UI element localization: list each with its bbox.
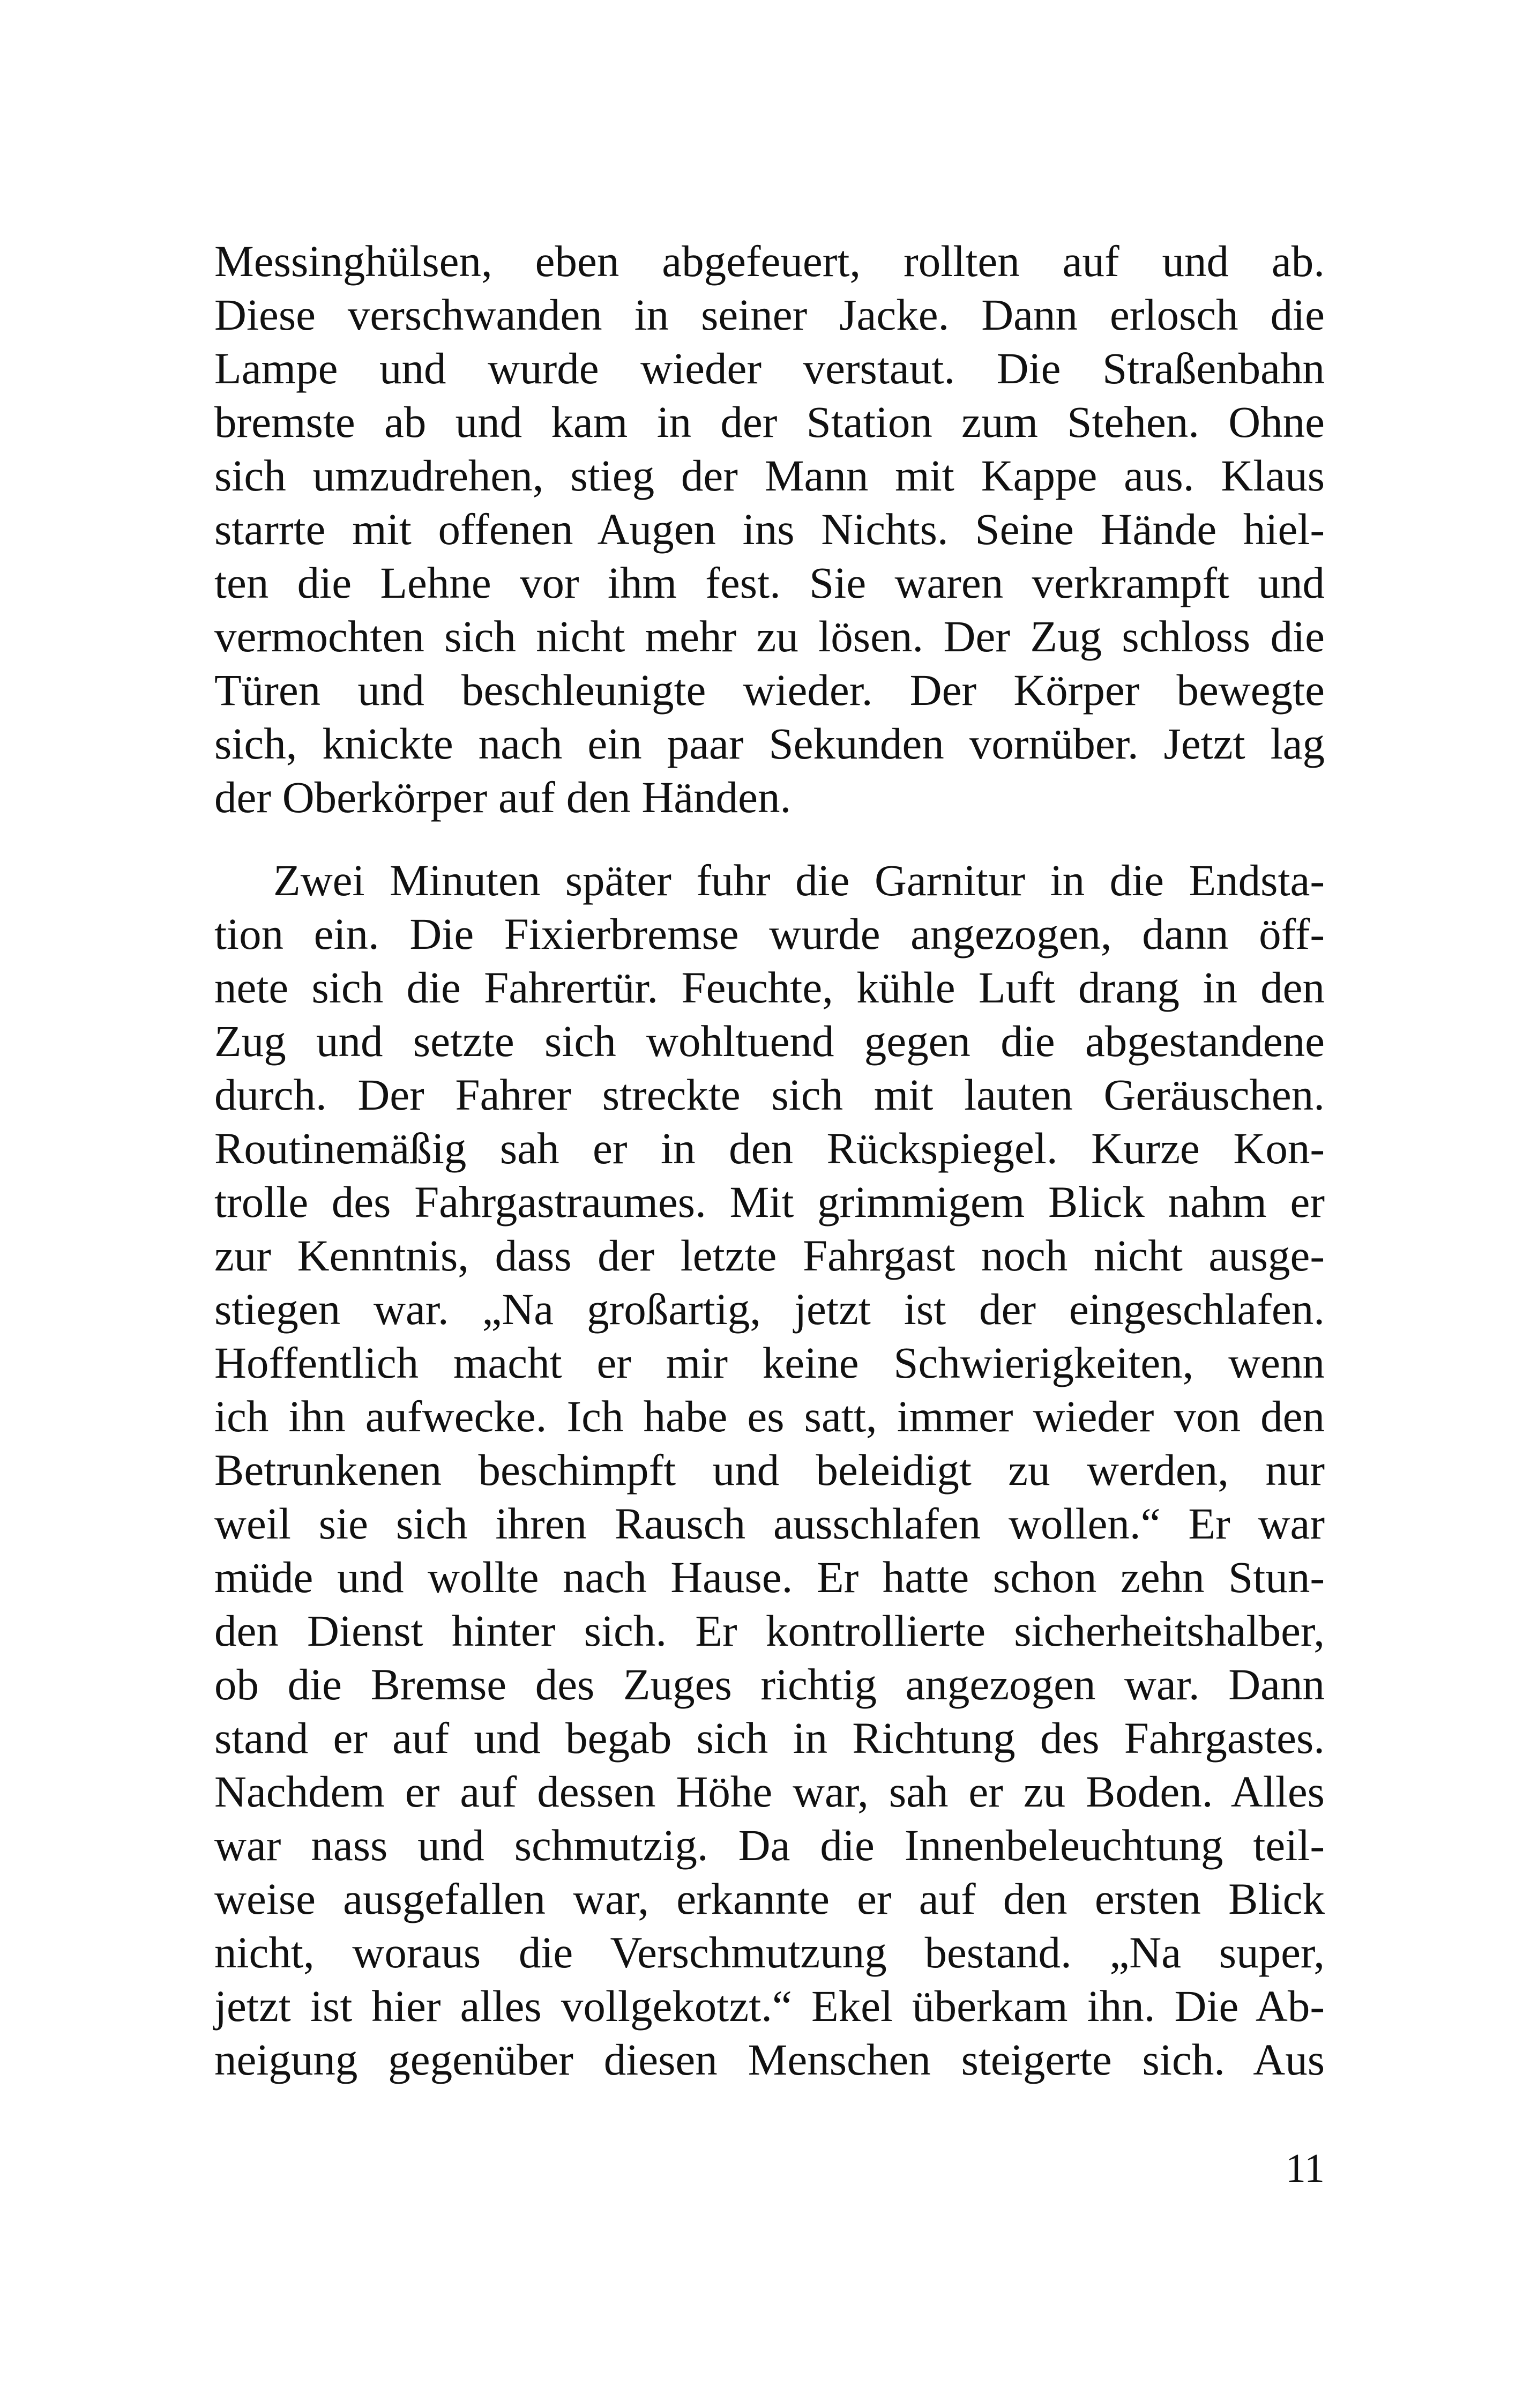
text-line: Zwei Minuten später fuhr die Garnitur in die Endsta- (273, 856, 1325, 905)
text-line: vermochten sich nicht mehr zu lösen. Der Zug schloss die (214, 612, 1325, 661)
paragraph-spacer (214, 824, 1325, 853)
text-line: Hoffentlich macht er mir keine Schwierigkeiten, wenn (214, 1338, 1325, 1387)
text-line: Nachdem er auf dessen Höhe war, sah er zu Boden. Alles (214, 1767, 1325, 1816)
paragraph-2 (214, 853, 1325, 2086)
text-line: müde und wollte nach Hause. Er hatte schon zehn Stun- (214, 1552, 1325, 1602)
text-line: sich umzudrehen, stieg der Mann mit Kappe aus. Klaus (214, 451, 1325, 500)
text-line: sich, knickte nach ein paar Sekunden vornüber. Jetzt lag (214, 719, 1325, 768)
text-line: ob die Bremse des Zuges richtig angezogen war. Dann (214, 1660, 1325, 1709)
text-line: trolle des Fahrgastraumes. Mit grimmigem Blick nahm er (214, 1177, 1325, 1227)
text-line: Diese verschwanden in seiner Jacke. Dann erlosch die (214, 290, 1325, 339)
text-line: tion ein. Die Fixierbremse wurde angezogen, dann öff- (214, 909, 1325, 958)
text-line: ich ihn aufwecke. Ich habe es satt, immer wieder von den (214, 1392, 1325, 1441)
text-line: ten die Lehne vor ihm fest. Sie waren verkrampft und (214, 558, 1325, 607)
body-text (214, 234, 1325, 2086)
text-line: Lampe und wurde wieder verstaut. Die Straßenbahn (214, 344, 1325, 393)
text-line: Routinemäßig sah er in den Rückspiegel. Kurze Kon- (214, 1124, 1325, 1173)
text-line: Zug und setzte sich wohltuend gegen die abgestandene (214, 1016, 1325, 1066)
text-line: jetzt ist hier alles vollgekotzt.“ Ekel überkam ihn. Die Ab- (214, 1981, 1325, 2031)
page-number: 11 (1285, 2146, 1325, 2191)
text-line: der Oberkörper auf den Händen. (214, 772, 792, 822)
text-line: nicht, woraus die Verschmutzung bestand. „Na super, (214, 1928, 1325, 1977)
text-line: Türen und beschleunigte wieder. Der Körper bewegte (214, 665, 1325, 715)
text-line: zur Kenntnis, dass der letzte Fahrgast noch nicht ausge- (214, 1231, 1325, 1280)
text-line: weise ausgefallen war, erkannte er auf den ersten Blick (214, 1874, 1325, 1923)
text-line: nete sich die Fahrertür. Feuchte, kühle Luft drang in den (214, 963, 1325, 1012)
text-line: stand er auf und begab sich in Richtung des Fahrgastes. (214, 1713, 1325, 1763)
text-line: stiegen war. „Na großartig, jetzt ist der eingeschlafen. (214, 1284, 1325, 1334)
text-line: war nass und schmutzig. Da die Innenbeleuchtung teil- (214, 1820, 1325, 1870)
text-line: starrte mit offenen Augen ins Nichts. Seine Hände hiel- (214, 504, 1325, 554)
text-line: neigung gegenüber diesen Menschen steigerte sich. Aus (214, 2035, 1325, 2084)
text-line: weil sie sich ihren Rausch ausschlafen wollen.“ Er war (214, 1499, 1325, 1548)
text-line: den Dienst hinter sich. Er kontrollierte sicherheitshalber, (214, 1606, 1325, 1655)
paragraph-1 (214, 234, 1325, 824)
text-line: durch. Der Fahrer streckte sich mit lauten Geräuschen. (214, 1070, 1325, 1119)
text-line: Betrunkenen beschimpft und beleidigt zu werden, nur (214, 1445, 1325, 1495)
text-line: Messinghülsen, eben abgefeuert, rollten auf und ab. (214, 236, 1325, 286)
text-line: bremste ab und kam in der Station zum Stehen. Ohne (214, 397, 1325, 447)
